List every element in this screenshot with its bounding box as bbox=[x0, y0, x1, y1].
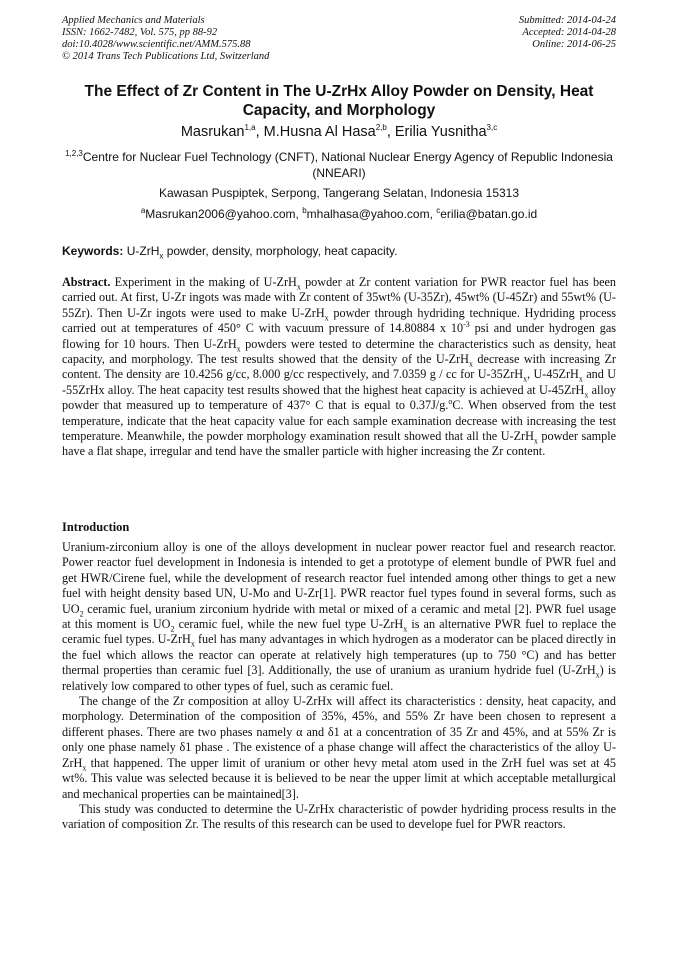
paragraph: The change of the Zr composition at alloy U-ZrHx will affect its characteristics : density, heat capacity, and morphology. Determination of the composition of 35%, 45%, and 55% Zr have been chosen to represent a different phases. There are two phases namely α and δ1 at a concentration of 35 Zr and 45%, and at 55% Zr is only one phase namely δ1 phase . The existence of a phase change will affect the characteristics of the alloy U-ZrH$_x$ that happened. The upper limit of uranium or other hevy metal atom used in the ZrH fuel was set at 45 wt%. This value was selected because it is believed to be near the upper limit at which acceptable metallurgical and mechanical properties can be maintained[3]. bbox=[62, 694, 616, 801]
author-affil-sup: 3,c bbox=[486, 123, 498, 133]
section-heading-introduction: Introduction bbox=[62, 520, 130, 534]
submission-dates bbox=[519, 15, 616, 51]
keyword-text: powder, density, morphology, heat capacity. bbox=[163, 244, 398, 258]
keywords bbox=[62, 244, 616, 259]
affiliation bbox=[62, 149, 616, 181]
paragraph: This study was conducted to determine the U-ZrHx characteristic of powder hydriding process results in the variation of composition Zr. The results of this research can be used to develope fuel for PWR reactors. bbox=[62, 801, 616, 832]
email-link[interactable]: mhalhasa@yahoo.com bbox=[306, 207, 430, 221]
author-affil-sup: 2,b bbox=[375, 123, 387, 133]
paper-title: The Effect of Zr Content in The U-ZrHx Alloy Powder on Density, Heat Capacity, and Morphology bbox=[84, 83, 594, 119]
email-sup: b bbox=[302, 206, 307, 215]
abstract: Abstract. Experiment in the making of U-ZrH$_x$ powder at Zr content variation for PWR reactor fuel has been carried out. At first, U-Zr ingots was made with Zr content of 35wt% (U-35Zr), 45wt% (U-45Zr) and 55wt% (U-55Zr). Then U-Zr ingots were used to make U-ZrH$_x$ powder through hydriding technique. Hydriding process carried out at temperatures of 450° C with vacuum pressure of 14.80884 x $10^{-3}$ psi and under hydrogen gas flowing for 10 hours. Then U-ZrH$_x$ powders were tested to determine the characteristics such as density, heat capacity, and morphology. The test results showed that the density of the U-ZrH$_x$ decrease with increasing Zr content. The density are 10.4256 g/cc, 8.000 g/cc respectively, and 7.0359 g / cc for U-35ZrH$_x$, U-45ZrH$_x$ and U -55ZrHx alloy. The heat capacity test results showed that the highest heat capacity is achieved at U-45ZrH$_x$ alloy powder that measured up to temperature of 437° C that is equal to 0.37J/g.$^o$C. When observed from the test temperature, indicate that the heat capacity value for each sample examination decrease with increasing the test temperature. Meanwhile, the powder morphology examination result showed that all the U-ZrH$_x$ powder sample have a flat shape, irregular and tend have the smaller particle with higher increasing the Zr content. bbox=[62, 275, 617, 459]
email-sup: c bbox=[436, 206, 441, 215]
journal-doi: doi:10.4028/www.scientific.net/AMM.575.88 bbox=[62, 39, 251, 50]
accepted-date: Accepted: 2014-04-28 bbox=[522, 27, 616, 38]
journal-issn: ISSN: 1662-7482, Vol. 575, pp 88-92 bbox=[62, 27, 218, 38]
author-list: Masrukan$^{1,a}$, M.Husna Al Hasa$^{2,b}$, Erilia Yusnitha$^{3,c}$ bbox=[180, 123, 498, 140]
email-link[interactable]: erilia@batan.go.id bbox=[440, 207, 538, 221]
journal-info bbox=[62, 15, 269, 63]
keyword-sub: x bbox=[159, 251, 164, 261]
journal-copyright: © 2014 Trans Tech Publications Ltd, Switzerland bbox=[62, 51, 270, 62]
online-date: Online: 2014-06-25 bbox=[532, 39, 616, 50]
author-name: M.Husna Al Hasa bbox=[263, 124, 376, 140]
affil-sup: 1,2,3 bbox=[65, 149, 83, 158]
keyword-text: U-ZrH bbox=[126, 244, 160, 258]
email-sup: a bbox=[140, 206, 146, 215]
keywords-label: Keywords: bbox=[62, 244, 124, 258]
affil-text: Centre for Nuclear Fuel Technology (CNFT), National Nuclear Energy Agency of Republic Indonesia (NNEARI) bbox=[82, 150, 613, 180]
email-list: $^a$Masrukan2006@yahoo.com, $^b$mhalhasa@yahoo.com, $^c$erilia@batan.go.id bbox=[140, 206, 538, 221]
author-name: Masrukan bbox=[180, 124, 245, 140]
author-name: Erilia Yusnitha bbox=[394, 124, 487, 140]
email-link[interactable]: Masrukan2006@yahoo.com bbox=[145, 207, 296, 221]
address: Kawasan Puspiptek, Serpong, Tangerang Selatan, Indonesia 15313 bbox=[158, 186, 520, 200]
submitted-date: Submitted: 2014-04-24 bbox=[518, 15, 616, 26]
introduction-body bbox=[62, 540, 616, 833]
abstract-label: Abstract. bbox=[62, 275, 111, 289]
paragraph: Uranium-zirconium alloy is one of the alloys development in nuclear power reactor fuel and research reactor. Power reactor fuel development in Indonesia is intended to get a prototype of element bundle of PWR fuel and get HWR/Cirene fuel, while the development of research reactor fuel intended among other things to get a new fuel with height density based UN, U-Mo and U-Zr[1]. PWR reactor fuel types found in several forms, such as $UO_2$ ceramic fuel, uranium zirconium hydride with metal or mixed of a ceramic and metal [2]. PWR fuel usage at this moment is $UO_2$ ceramic fuel, while the new fuel type U-ZrH$_x$ is an alternative PWR fuel to replace the ceramic fuel types. U-ZrH$_x$ fuel has many advantages in which hydrogen as a moderator can be placed directly in the fuel which allows the reactor can operate at relatively high temperatures (up to 750 °C) and has better thermal properties than ceramic fuel [3]. Additionally, the use of uranium as uranium hydride fuel (U-ZrH$_x$) is relatively low compared to other types of fuel, such as ceramic fuel. bbox=[62, 540, 617, 693]
journal-name: Applied Mechanics and Materials bbox=[62, 15, 205, 26]
author-affil-sup: 1,a bbox=[244, 123, 256, 133]
